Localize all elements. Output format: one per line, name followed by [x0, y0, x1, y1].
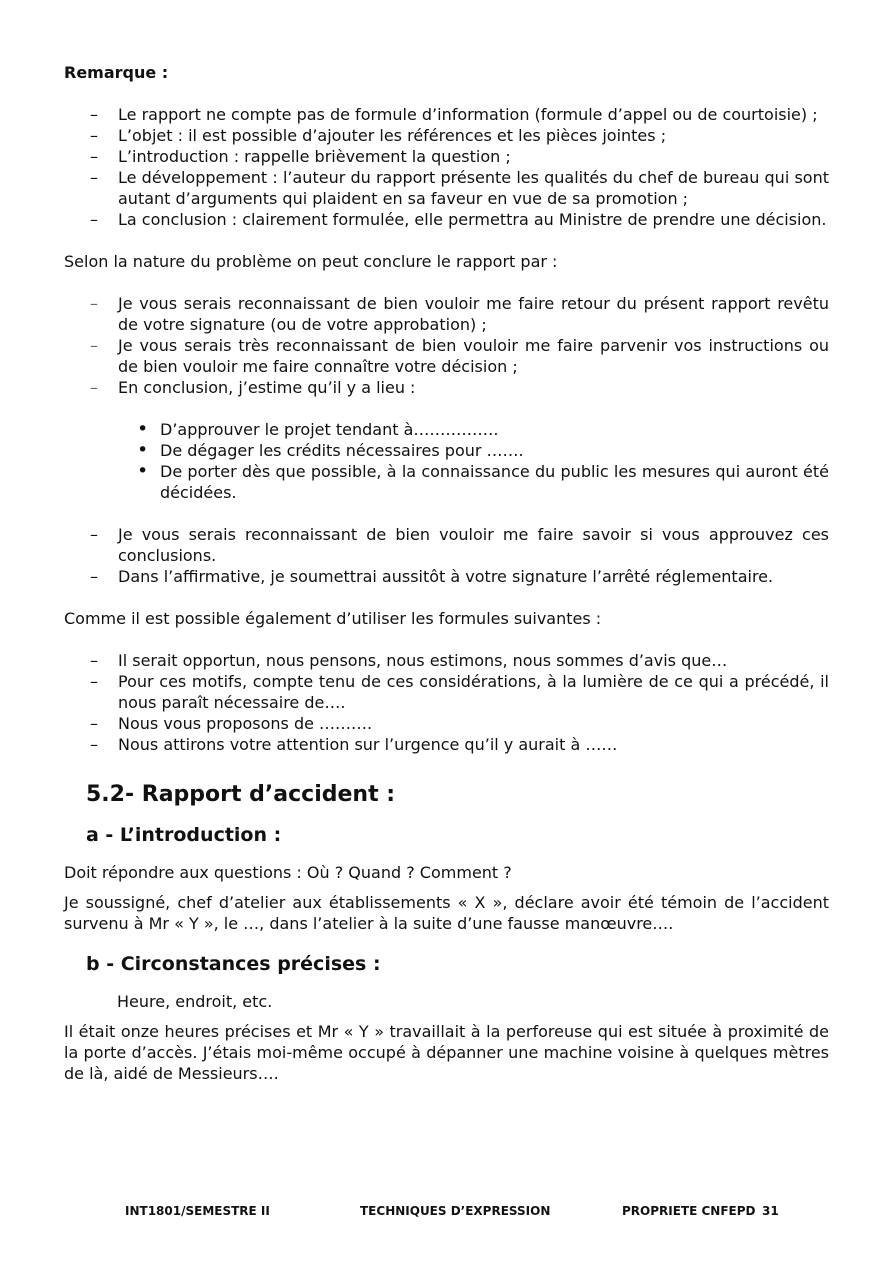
list-item: – Pour ces motifs, compte tenu de ces considérations, à la lumière de ce qui a précédé, il nous paraît nécessaire de….	[64, 671, 829, 713]
list-item: – Le rapport ne compte pas de formule d’information (formule d’appel ou de courtoisie) ;	[64, 104, 829, 125]
list-item: – Nous vous proposons de ……….	[64, 713, 829, 734]
subsection-heading-b: b - Circonstances précises :	[86, 953, 381, 975]
list-item: • D’approuver le projet tendant à…………….	[136, 419, 829, 440]
conclusion-list	[64, 293, 829, 398]
formulas-intro: Comme il est possible également d’utiliser les formules suivantes :	[64, 609, 602, 628]
list-item: – Je vous serais reconnaissant de bien vouloir me faire savoir si vous approuvez ces conclusions.	[64, 524, 829, 566]
list-item: – L’objet : il est possible d’ajouter les références et les pièces jointes ;	[64, 125, 829, 146]
list-item: – Je vous serais très reconnaissant de bien vouloir me faire parvenir vos instructions ou de bien vouloir me faire connaître votre décision ;	[64, 335, 829, 377]
paragraph: Je soussigné, chef d’atelier aux établissements « X », déclare avoir été témoin de l’accident survenu à Mr « Y », le …, dans l’atelier à la suite d’une fausse manœuvre….	[64, 893, 829, 933]
bullet-list	[136, 419, 829, 503]
paragraph: Heure, endroit, etc.	[117, 992, 273, 1011]
document-page	[64, 62, 829, 1084]
list-item: – En conclusion, j’estime qu’il y a lieu :	[64, 377, 829, 398]
list-item: – L’introduction : rappelle brièvement la question ;	[64, 146, 829, 167]
section-heading: 5.2- Rapport d’accident :	[86, 782, 396, 807]
conclusion-list-2	[64, 524, 829, 587]
subsection-heading-a: a - L’introduction :	[86, 824, 282, 846]
remarque-list	[64, 104, 829, 230]
list-item: – Dans l’affirmative, je soumettrai aussitôt à votre signature l’arrêté réglementaire.	[64, 566, 829, 587]
list-item: • De dégager les crédits nécessaires pour …….	[136, 440, 829, 461]
list-item: – Nous attirons votre attention sur l’urgence qu’il y aurait à ……	[64, 734, 829, 755]
list-item: – Je vous serais reconnaissant de bien vouloir me faire retour du présent rapport revêtu de votre signature (ou de votre approbation) ;	[64, 293, 829, 335]
page-number: 31	[762, 1204, 779, 1218]
list-item: – Il serait opportun, nous pensons, nous estimons, nous sommes d’avis que…	[64, 650, 829, 671]
remarque-title: Remarque :	[64, 63, 169, 82]
footer-owner: PROPRIETE CNFEPD	[622, 1204, 756, 1218]
footer-course: INT1801/SEMESTRE II	[125, 1204, 270, 1218]
paragraph: Il était onze heures précises et Mr « Y » travaillait à la perforeuse qui est située à proximité de la porte d’accès. J’étais moi-même occupé à dépanner une machine voisine à quelques mètres de là, aidé de Messieurs….	[64, 1022, 829, 1083]
list-item: – La conclusion : clairement formulée, elle permettra au Ministre de prendre une décision.	[64, 209, 829, 230]
list-item: • De porter dès que possible, à la connaissance du public les mesures qui auront été décidées.	[136, 461, 829, 503]
paragraph: Doit répondre aux questions : Où ? Quand ? Comment ?	[64, 863, 512, 882]
list-item: – Le développement : l’auteur du rapport présente les qualités du chef de bureau qui sont autant d’arguments qui plaident en sa faveur en vue de sa promotion ;	[64, 167, 829, 209]
conclusion-intro: Selon la nature du problème on peut conclure le rapport par :	[64, 252, 558, 271]
footer-title: TECHNIQUES D’EXPRESSION	[360, 1204, 551, 1218]
formulas-list	[64, 650, 829, 755]
